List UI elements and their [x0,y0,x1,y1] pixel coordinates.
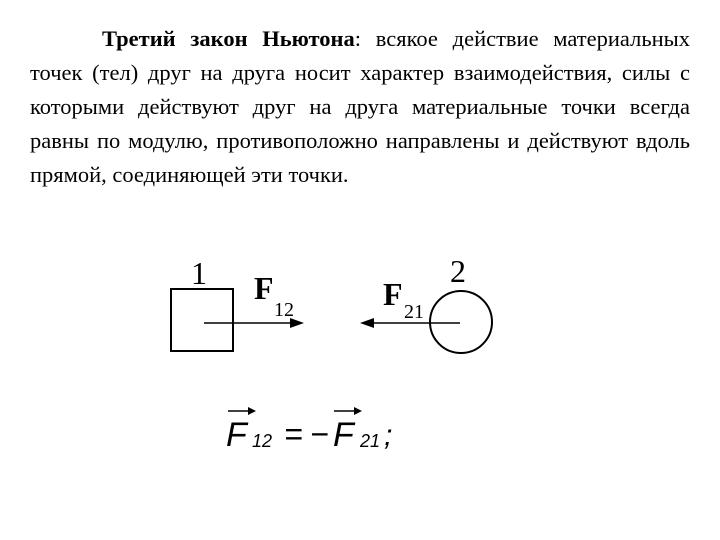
force-21-symbol: F [383,276,403,312]
formula-minus: − [310,416,329,452]
law-colon: : [354,26,362,51]
body-1-square [171,289,233,351]
formula-rhs-symbol: F [333,416,354,454]
formula-equals: = [284,416,303,452]
force-12-symbol: F [254,270,274,306]
formula-rhs-subscript: 21 [360,431,381,451]
formula-lhs-symbol: F [226,416,247,454]
body-2-circle [430,291,492,353]
law-definition: всякое действие материальных точек (тел) друг на друга носит характер взаимодействия, силы с которыми действуют друг на друга материальные точки всегда равны по модулю, противоположно направлены и действуют вдоль прямой, соединяющей эти точки. [30,26,690,187]
formula-terminator: ; [384,419,393,452]
force-12-subscript: 12 [274,299,294,321]
rhs-vector-arrowhead [354,407,362,415]
vector-formula [226,407,392,454]
formula-lhs-subscript: 12 [252,431,273,451]
force-21-subscript: 21 [404,301,424,323]
law-term: Третий закон Ньютона [102,26,355,51]
lhs-vector-arrowhead [248,407,256,415]
body-1-label: 1 [191,255,207,291]
body-2-label: 2 [450,253,466,289]
force-21-arrowhead [360,318,374,328]
